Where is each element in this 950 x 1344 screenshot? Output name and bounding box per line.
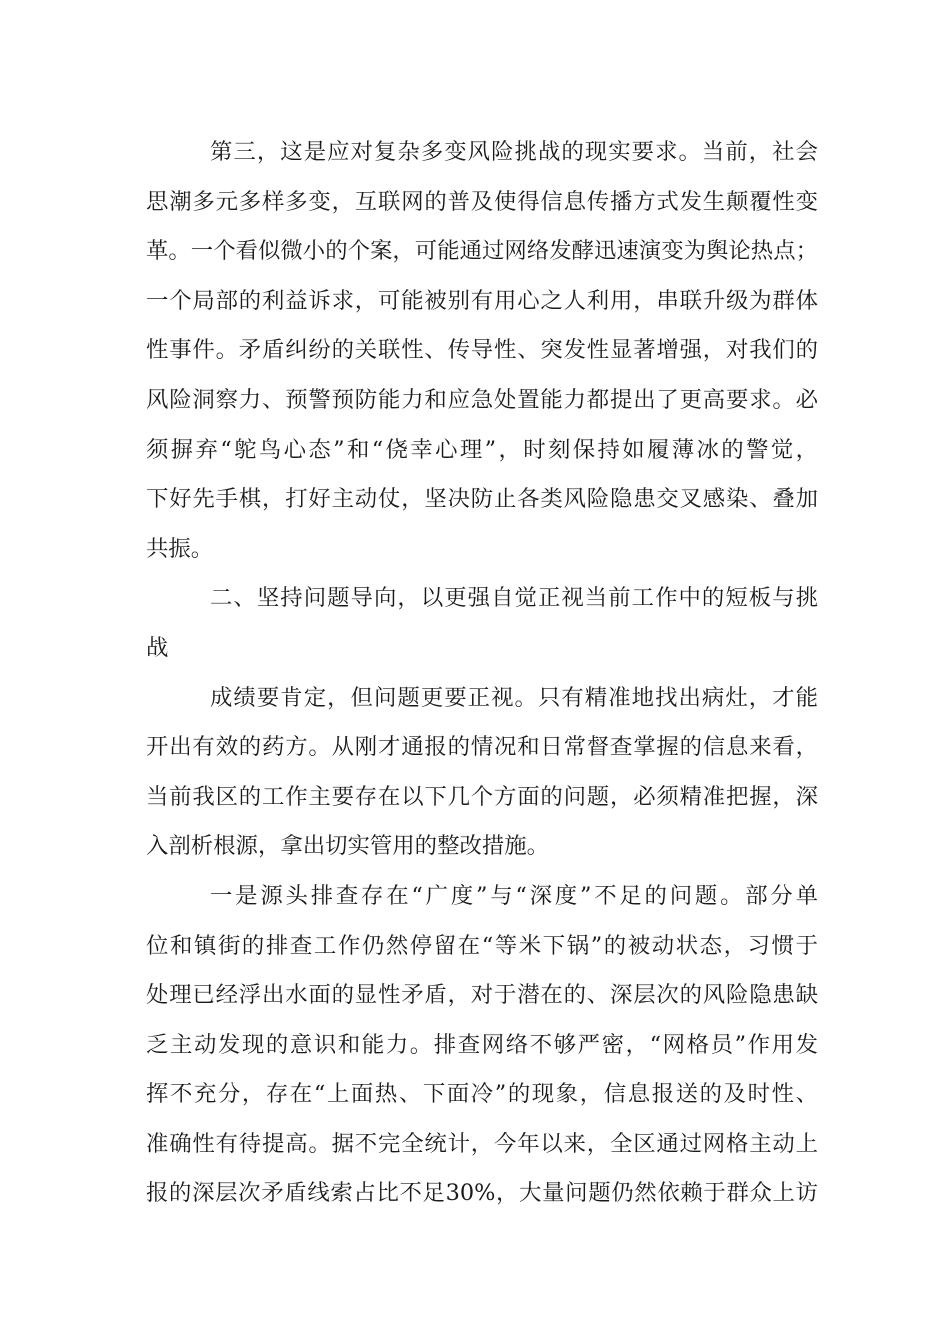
text-line: 革。一个看似微小的个案，可能通过网络发酵迅速演变为舆论热点； <box>146 238 818 265</box>
paragraph-source-screening <box>146 872 818 1219</box>
paragraph-risk-challenges <box>146 128 818 574</box>
text-line: 入剖析根源，拿出切实管用的整改措施。 <box>146 833 550 860</box>
text-line: 一是源头排查存在“广度”与“深度”不足的问题。部分单 <box>210 882 818 909</box>
text-line: 乏主动发现的意识和能力。排查网络不够严密，“网格员”作用发 <box>146 1031 818 1058</box>
text-line: 位和镇街的排查工作仍然停留在“等米下锅”的被动状态，习惯于 <box>146 932 818 959</box>
text-line: 须摒弃“鸵鸟心态”和“侥幸心理”，时刻保持如履薄冰的警觉， <box>146 436 818 463</box>
text-line: 成绩要肯定，但问题更要正视。只有精准地找出病灶，才能 <box>210 684 818 711</box>
document-body <box>146 128 818 1219</box>
text-line: 准确性有待提高。据不完全统计，今年以来，全区通过网格主动上 <box>146 1130 818 1157</box>
text-line: 思潮多元多样多变，互联网的普及使得信息传播方式发生颠覆性变 <box>146 188 818 215</box>
text-line: 二、坚持问题导向，以更强自觉正视当前工作中的短板与挑 <box>210 585 818 612</box>
text-line: 一个局部的利益诉求，可能被别有用心之人利用，串联升级为群体 <box>146 287 818 314</box>
text-line: 下好先手棋，打好主动仗，坚决防止各类风险隐患交叉感染、叠加 <box>146 486 818 513</box>
text-line: 挥不充分，存在“上面热、下面冷”的现象，信息报送的及时性、 <box>146 1081 818 1108</box>
text-line: 第三，这是应对复杂多变风险挑战的现实要求。当前，社会 <box>210 139 818 165</box>
text-line: 开出有效的药方。从刚才通报的情况和日常督查掌握的信息来看， <box>146 734 818 761</box>
text-line: 战 <box>146 634 169 661</box>
text-line: 共振。 <box>146 535 214 562</box>
paragraph-face-problems <box>146 674 818 872</box>
text-line: 风险洞察力、预警预防能力和应急处置能力都提出了更高要求。必 <box>146 386 818 413</box>
text-line: 处理已经浮出水面的显性矛盾，对于潜在的、深层次的风险隐患缺 <box>146 982 818 1009</box>
text-line: 当前我区的工作主要存在以下几个方面的问题，必须精准把握，深 <box>146 783 818 810</box>
section-heading-problem-orientation <box>146 574 818 673</box>
text-line: 性事件。矛盾纠纷的关联性、传导性、突发性显著增强，对我们的 <box>146 337 818 364</box>
text-line: 报的深层次矛盾线索占比不足30%，大量问题仍然依赖于群众上访 <box>146 1180 818 1207</box>
